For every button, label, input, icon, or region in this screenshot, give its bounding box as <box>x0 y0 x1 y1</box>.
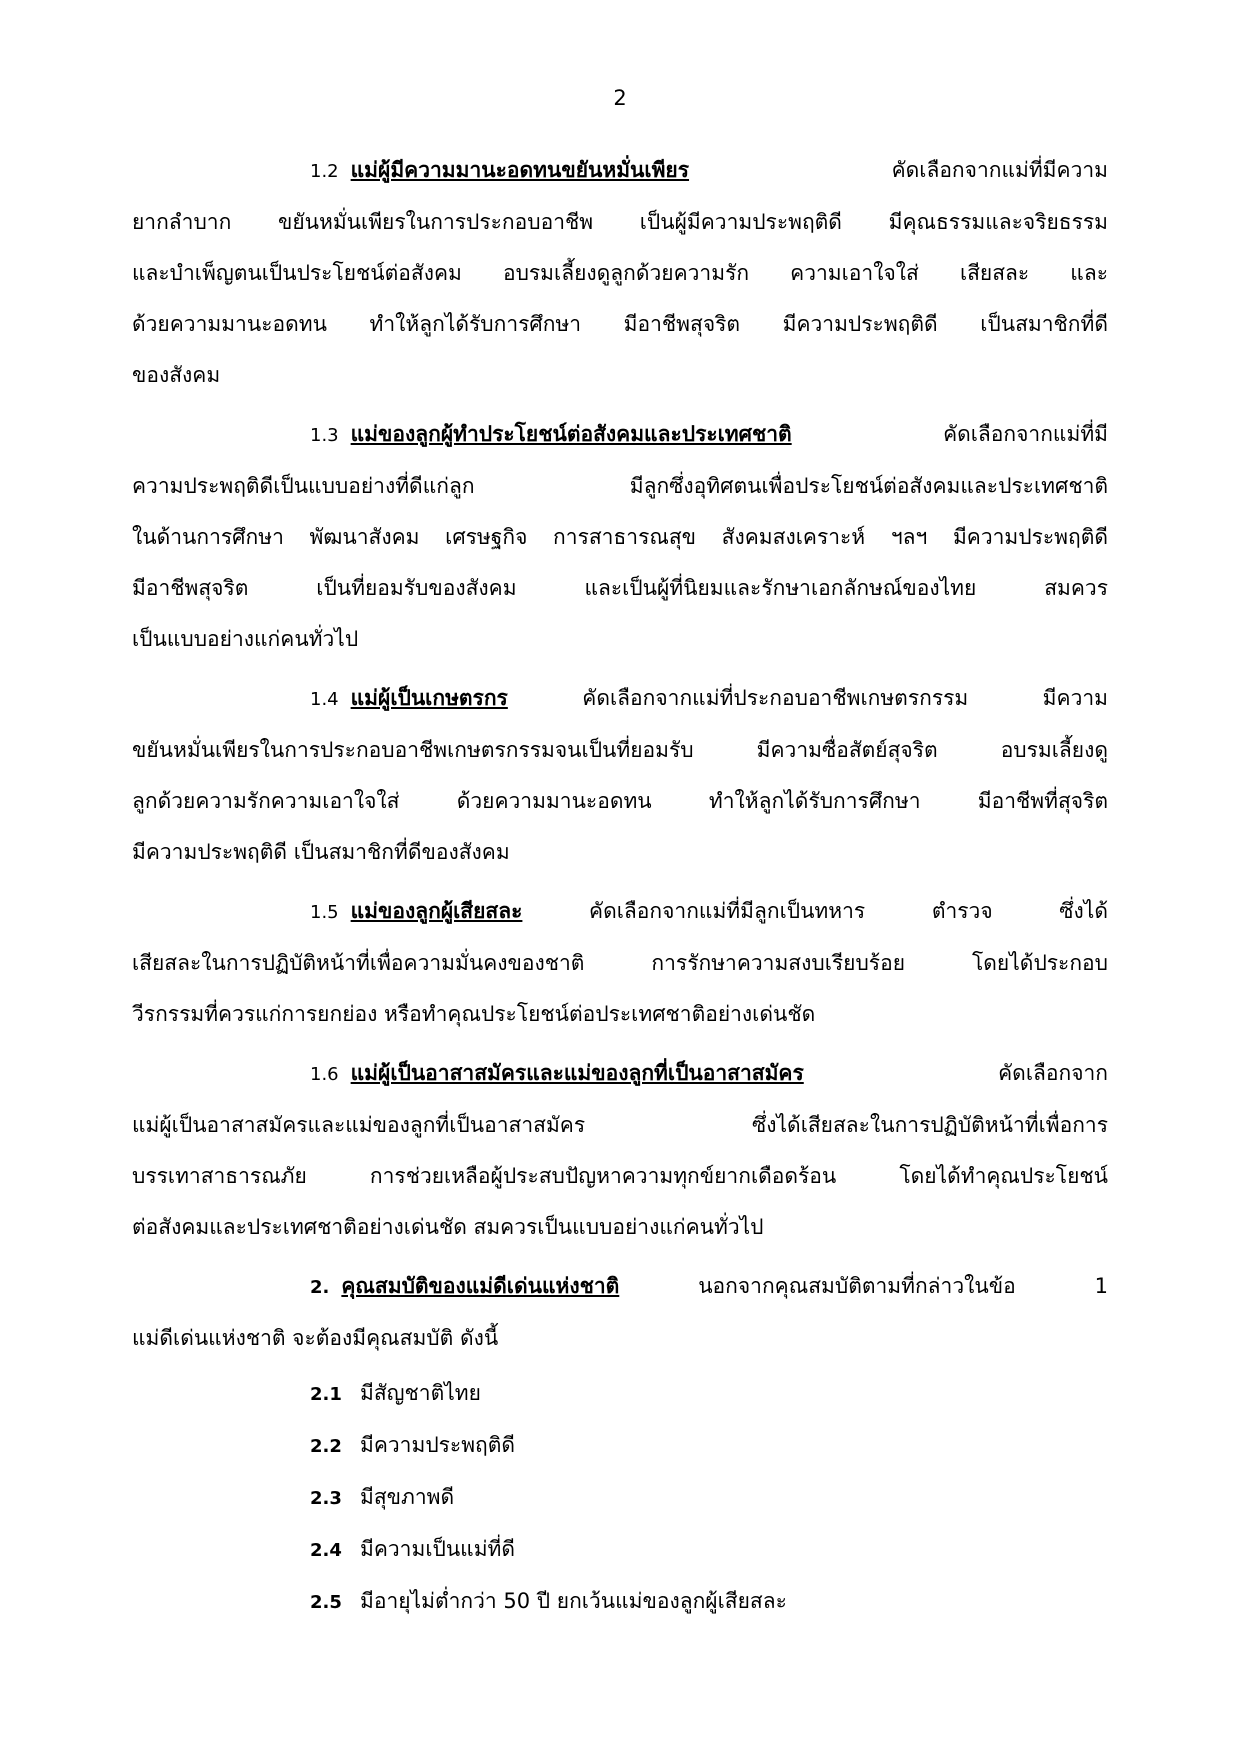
text-line: คัดเลือกจาก <box>803 1061 1108 1085</box>
item-text: มีความประพฤติดี <box>360 1433 516 1457</box>
item-number: 2.3 <box>310 1488 342 1509</box>
section-1-5 <box>132 886 1108 1040</box>
page-number: 2 <box>613 86 627 110</box>
item-text: มีความเป็นแม่ที่ดี <box>360 1537 516 1561</box>
list-item <box>310 1576 1108 1628</box>
text-line: ลูกด้วยความรักความเอาใจใส่ ด้วยความมานะอดทน ทำให้ลูกได้รับการศึกษา มีอาชีพที่สุจริต <box>132 789 1108 813</box>
section-1-6 <box>132 1048 1108 1253</box>
item-text: มีอายุไม่ต่ำกว่า 50 ปี ยกเว้นแม่ของลูกผู้เสียสละ <box>360 1589 787 1613</box>
section-number: 1.3 <box>310 425 339 446</box>
text-line: มีอาชีพสุจริต เป็นที่ยอมรับของสังคม และเป็นผู้ที่นิยมและรักษาเอกลักษณ์ของไทย สมควร <box>132 576 1108 600</box>
item-number: 2.4 <box>310 1540 342 1561</box>
text-line: ต่อสังคมและประเทศชาติอย่างเด่นชัด สมควรเป็นแบบอย่างแก่คนทั่วไป <box>132 1215 764 1239</box>
text-line: วีรกรรมที่ควรแก่การยกย่อง หรือทำคุณประโยชน์ต่อประเทศชาติอย่างเด่นชัด <box>132 1002 816 1026</box>
text-line: แม่ผู้เป็นอาสาสมัครและแม่ของลูกที่เป็นอาสาสมัคร ซึ่งได้เสียสละในการปฏิบัติหน้าที่เพื่อการ <box>132 1113 1108 1137</box>
text-line: มีความประพฤติดี เป็นสมาชิกที่ดีของสังคม <box>132 840 510 864</box>
section-heading: แม่ผู้เป็นอาสาสมัครและแม่ของลูกที่เป็นอาสาสมัคร <box>350 1061 804 1085</box>
text-line: นอกจากคุณสมบัติตามที่กล่าวในข้อ 1 <box>619 1274 1108 1298</box>
text-line: ขยันหมั่นเพียรในการประกอบอาชีพเกษตรกรรมจนเป็นที่ยอมรับ มีความซื่อสัตย์สุจริต อบรมเลี้ยงดู <box>132 738 1108 762</box>
text-line: ยากลำบาก ขยันหมั่นเพียรในการประกอบอาชีพ เป็นผู้มีความประพฤติดี มีคุณธรรมและจริยธรรม <box>132 210 1108 234</box>
list-item <box>310 1472 1108 1524</box>
list-item <box>310 1368 1108 1420</box>
text-line: และบำเพ็ญตนเป็นประโยชน์ต่อสังคม อบรมเลี้ยงดูลูกด้วยความรัก ความเอาใจใส่ เสียสละ และ <box>132 261 1108 285</box>
text-line: ในด้านการศึกษา พัฒนาสังคม เศรษฐกิจ การสาธารณสุข สังคมสงเคราะห์ ฯลฯ มีความประพฤติดี <box>132 525 1108 549</box>
section-heading: คุณสมบัติของแม่ดีเด่นแห่งชาติ <box>341 1274 620 1298</box>
item-text: มีสัญชาติไทย <box>360 1381 481 1405</box>
text-line: ความประพฤติดีเป็นแบบอย่างที่ดีแก่ลูก มีลูกซึ่งอุทิศตนเพื่อประโยชน์ต่อสังคมและประเทศชาติ <box>132 474 1108 498</box>
document-body <box>132 145 1108 1636</box>
section-number: 2. <box>310 1277 330 1298</box>
item-number: 2.5 <box>310 1592 342 1613</box>
item-text: มีสุขภาพดี <box>360 1485 455 1509</box>
section-2 <box>132 1261 1108 1628</box>
section-1-3 <box>132 409 1108 665</box>
section-number: 1.2 <box>310 161 339 182</box>
section-number: 1.5 <box>310 902 339 923</box>
text-line: เป็นแบบอย่างแก่คนทั่วไป <box>132 627 359 651</box>
text-line: ของสังคม <box>132 363 221 387</box>
list-item <box>310 1420 1108 1472</box>
text-line: คัดเลือกจากแม่ที่มีลูกเป็นทหาร ตำรวจ ซึ่งได้ <box>522 899 1108 923</box>
section-heading: แม่ของลูกผู้ทำประโยชน์ต่อสังคมและประเทศชาติ <box>350 422 792 446</box>
text-line: บรรเทาสาธารณภัย การช่วยเหลือผู้ประสบปัญหาความทุกข์ยากเดือดร้อน โดยได้ทำคุณประโยชน์ <box>132 1164 1108 1188</box>
list-item <box>310 1524 1108 1576</box>
section-1-4 <box>132 673 1108 878</box>
section-heading: แม่ผู้เป็นเกษตรกร <box>350 686 508 710</box>
section-number: 1.4 <box>310 689 339 710</box>
item-number: 2.2 <box>310 1436 342 1457</box>
text-line: คัดเลือกจากแม่ที่มี <box>791 422 1108 446</box>
item-number: 2.1 <box>310 1384 342 1405</box>
section-heading: แม่ผู้มีความมานะอดทนขยันหมั่นเพียร <box>350 158 690 182</box>
section-heading: แม่ของลูกผู้เสียสละ <box>350 899 523 923</box>
text-line: ด้วยความมานะอดทน ทำให้ลูกได้รับการศึกษา มีอาชีพสุจริต มีความประพฤติดี เป็นสมาชิกที่ดี <box>132 312 1108 336</box>
text-line: คัดเลือกจากแม่ที่ประกอบอาชีพเกษตรกรรม มีความ <box>507 686 1108 710</box>
text-line: เสียสละในการปฏิบัติหน้าที่เพื่อความมั่นคงของชาติ การรักษาความสงบเรียบร้อย โดยได้ประกอบ <box>132 951 1108 975</box>
section-number: 1.6 <box>310 1064 339 1085</box>
section-1-2 <box>132 145 1108 401</box>
text-line: แม่ดีเด่นแห่งชาติ จะต้องมีคุณสมบัติ ดังนี้ <box>132 1326 499 1350</box>
text-line: คัดเลือกจากแม่ที่มีความ <box>689 158 1108 182</box>
qualification-list <box>132 1368 1108 1628</box>
